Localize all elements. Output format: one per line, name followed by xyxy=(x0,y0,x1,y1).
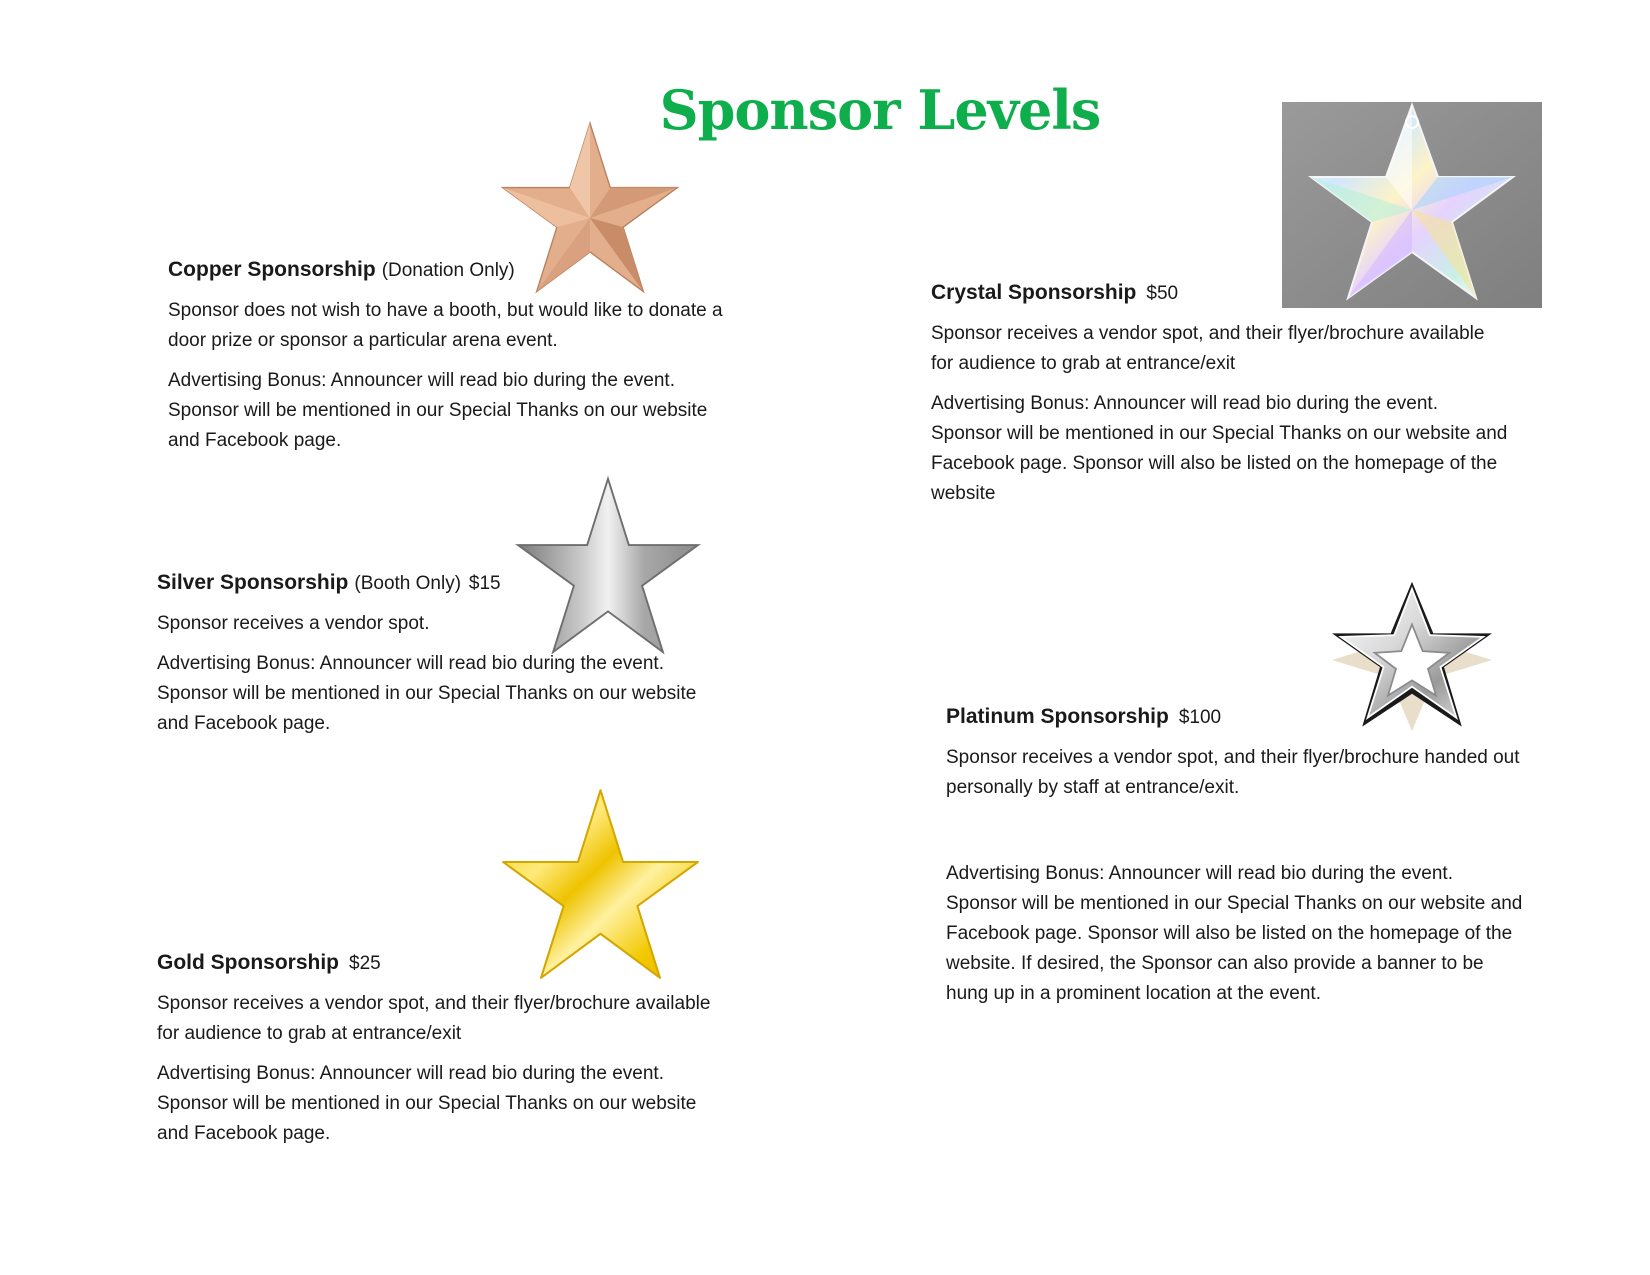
crystal-price: $50 xyxy=(1146,283,1179,304)
crystal-bonus: Advertising Bonus: Announcer will read bio during the event. Sponsor will be mentioned in our Special Thanks on our website and Facebook page. Sponsor will also be listed on the homepage of the website xyxy=(931,393,1508,504)
copper-bonus: Advertising Bonus: Announcer will read bio during the event. Sponsor will be mentioned in our Special Thanks on our website and Facebook page. xyxy=(168,370,708,451)
crystal-description: Sponsor receives a vendor spot, and their flyer/brochure available for audience to grab at entrance/exit xyxy=(931,323,1485,374)
platinum-price: $100 xyxy=(1178,707,1222,728)
silver-bonus: Advertising Bonus: Announcer will read bio during the event. Sponsor will be mentioned in our Special Thanks on our website and Facebook page. xyxy=(157,653,697,734)
silver-qualifier: (Booth Only) xyxy=(354,573,462,594)
silver-name: Silver Sponsorship xyxy=(157,571,349,594)
copper-name: Copper Sponsorship xyxy=(168,258,376,281)
platinum-description: Sponsor receives a vendor spot, and their flyer/brochure handed out personally by staff at entrance/exit. xyxy=(946,747,1520,798)
silver-star-icon xyxy=(513,474,703,654)
crystal-star-icon xyxy=(1282,102,1542,308)
gold-price: $25 xyxy=(349,953,381,974)
crystal-name: Crystal Sponsorship xyxy=(931,281,1137,304)
crystal-section xyxy=(931,278,1511,519)
platinum-bonus: Advertising Bonus: Announcer will read bio during the event. Sponsor will be mentioned in our Special Thanks on our website and Facebook page. Sponsor will also be listed on the homepage of the website. If desired, the Sponsor can also provide a banner to be hung up in a prominent location at the event. xyxy=(946,863,1523,1004)
copper-star-icon xyxy=(498,118,682,294)
gold-star-icon xyxy=(498,785,703,980)
platinum-name: Platinum Sponsorship xyxy=(946,705,1169,728)
crystal-star-photo xyxy=(1282,102,1542,308)
platinum-star-icon xyxy=(1322,580,1502,740)
copper-qualifier: (Donation Only) xyxy=(381,260,515,281)
silver-price: $15 xyxy=(468,573,501,594)
page-title: Sponsor Levels xyxy=(659,78,1101,142)
gold-bonus: Advertising Bonus: Announcer will read bio during the event. Sponsor will be mentioned in our Special Thanks on our website and Facebook page. xyxy=(157,1063,697,1144)
gold-name: Gold Sponsorship xyxy=(157,951,339,974)
silver-description: Sponsor receives a vendor spot. xyxy=(157,613,430,634)
gold-description: Sponsor receives a vendor spot, and their flyer/brochure available for audience to grab at entrance/exit xyxy=(157,993,711,1044)
copper-description: Sponsor does not wish to have a booth, but would like to donate a door prize or sponsor a particular arena event. xyxy=(168,300,723,351)
platinum-section xyxy=(946,702,1526,1019)
